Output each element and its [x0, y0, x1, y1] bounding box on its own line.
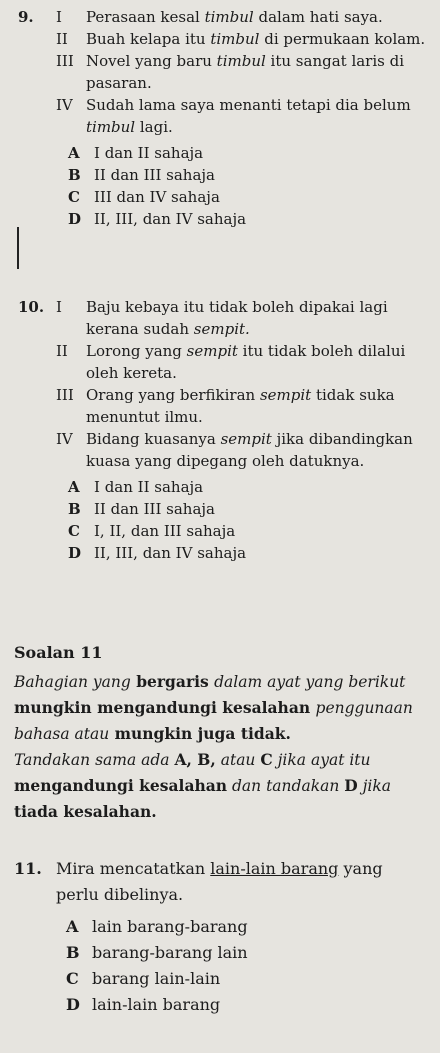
option-text: II dan III sahaja [94, 500, 215, 518]
option-a[interactable] [68, 476, 428, 498]
statement [56, 50, 428, 94]
instruction-fragment: tiada kesalahan. [14, 802, 157, 821]
pen-mark [17, 227, 19, 269]
statement-text: Orang yang berfikiran [86, 386, 260, 404]
option-list [68, 476, 428, 564]
roman-numeral: III [56, 386, 74, 404]
option-text: II, III, dan IV sahaja [94, 544, 247, 562]
option-letter: B [68, 500, 81, 518]
option-d[interactable] [68, 542, 428, 564]
instruction-fragment: mungkin juga tidak. [109, 724, 291, 743]
option-list [66, 914, 428, 1018]
instruction-fragment: Bahagian yang [14, 673, 131, 691]
question-text-part: yang perlu dibelinya. [56, 859, 383, 904]
instruction-text [14, 669, 428, 747]
target-word: sempit [186, 342, 238, 360]
instruction-fragment: mungkin mengandungi kesalahan [14, 698, 316, 717]
target-word: timbul [86, 118, 136, 136]
statement [56, 6, 428, 28]
option-text: barang-barang lain [92, 943, 248, 962]
question-11 [14, 856, 428, 1018]
option-list [68, 142, 428, 230]
option-letter: D [68, 210, 82, 228]
target-word: sempit [220, 430, 272, 448]
option-text: lain-lain barang [92, 995, 221, 1014]
option-letter: C [68, 522, 80, 540]
roman-numeral: III [56, 52, 74, 70]
statement [56, 340, 428, 384]
option-text: lain barang-barang [92, 917, 248, 936]
statement-text: di permukaan kolam. [259, 30, 426, 48]
statement-text: Lorong yang [86, 342, 187, 360]
instruction-fragment: dalam ayat yang berikut [214, 673, 406, 691]
roman-numeral: IV [56, 430, 73, 448]
option-c[interactable] [66, 966, 428, 992]
statement [56, 296, 428, 340]
target-word: timbul [210, 30, 260, 48]
question-text-part: Mira mencatatkan [56, 859, 211, 878]
statement-text: itu tidak boleh dilalui oleh kereta. [86, 342, 406, 382]
question-10 [18, 296, 428, 564]
statement-text: jika dibandingkan kuasa yang dipegang oleh datuknya. [86, 430, 413, 470]
instruction-fragment: Tandakan sama ada [14, 751, 175, 769]
instruction-fragment: penggunaan bahasa atau [14, 699, 413, 743]
question-text [56, 856, 428, 908]
statement-text: itu sangat laris di pasaran. [86, 52, 405, 92]
statement [56, 384, 428, 428]
option-text: barang lain-lain [92, 969, 221, 988]
option-d[interactable] [68, 208, 428, 230]
question-number: 11. [14, 859, 42, 878]
statement-text: Buah kelapa itu [86, 30, 211, 48]
option-letter: B [68, 166, 81, 184]
option-c[interactable] [68, 520, 428, 542]
option-b[interactable] [68, 164, 428, 186]
statement-list [18, 6, 428, 138]
option-letter: A [68, 144, 80, 162]
statement [56, 428, 428, 472]
instruction-text [14, 747, 428, 825]
section-instructions [14, 640, 428, 825]
section-title: Soalan 11 [14, 643, 103, 662]
statement-text: dalam hati saya. [253, 8, 383, 26]
question-number: 9. [18, 8, 34, 26]
option-letter: D [68, 544, 82, 562]
statement-text: Sudah lama saya menanti tetapi dia belum [86, 96, 411, 114]
option-text: III dan IV sahaja [94, 188, 220, 206]
roman-numeral: IV [56, 96, 73, 114]
roman-numeral: I [56, 298, 62, 316]
option-a[interactable] [68, 142, 428, 164]
instruction-fragment: bergaris [130, 672, 215, 691]
option-d[interactable] [66, 992, 428, 1018]
statement-list [18, 296, 428, 472]
instruction-fragment: jika ayat itu [272, 751, 371, 769]
option-letter: B [66, 943, 80, 962]
question-number: 10. [18, 298, 45, 316]
option-text: I dan II sahaja [94, 478, 204, 496]
option-letter: C [68, 188, 80, 206]
option-a[interactable] [66, 914, 428, 940]
instruction-fragment: dan tandakan [227, 777, 345, 795]
option-text: I, II, dan III sahaja [94, 522, 236, 540]
statement-text: Novel yang baru [86, 52, 217, 70]
roman-numeral: II [56, 30, 68, 48]
target-word: timbul [216, 52, 266, 70]
option-text: I dan II sahaja [94, 144, 204, 162]
instruction-fragment: A, B, [174, 750, 216, 769]
option-b[interactable] [68, 498, 428, 520]
instruction-fragment: mengandungi kesalahan [14, 776, 228, 795]
option-c[interactable] [68, 186, 428, 208]
roman-numeral: I [56, 8, 62, 26]
target-word: sempit. [193, 320, 250, 338]
statement-text: lagi. [135, 118, 173, 136]
option-letter: D [66, 995, 80, 1014]
statement-text: Perasaan kesal [86, 8, 205, 26]
instruction-fragment: jika [357, 777, 392, 795]
statement-text: Bidang kuasanya [86, 430, 221, 448]
instruction-fragment: atau [215, 751, 261, 769]
option-letter: C [66, 969, 79, 988]
statement [56, 94, 428, 138]
roman-numeral: II [56, 342, 68, 360]
statement [56, 28, 428, 50]
option-text: II dan III sahaja [94, 166, 215, 184]
option-letter: A [68, 478, 80, 496]
target-word: sempit [259, 386, 312, 404]
instruction-fragment: D [344, 776, 358, 795]
statement-text: Baju kebaya itu tidak boleh dipakai lagi kerana sudah [86, 298, 388, 338]
option-b[interactable] [66, 940, 428, 966]
target-word: timbul [204, 8, 254, 26]
option-letter: A [66, 917, 79, 936]
question-9 [18, 6, 428, 230]
instruction-fragment: C [260, 750, 273, 769]
option-text: II, III, dan IV sahaja [94, 210, 247, 228]
underlined-phrase: lain-lain barang [210, 859, 339, 878]
statement-text: tidak suka menuntut ilmu. [86, 386, 395, 426]
